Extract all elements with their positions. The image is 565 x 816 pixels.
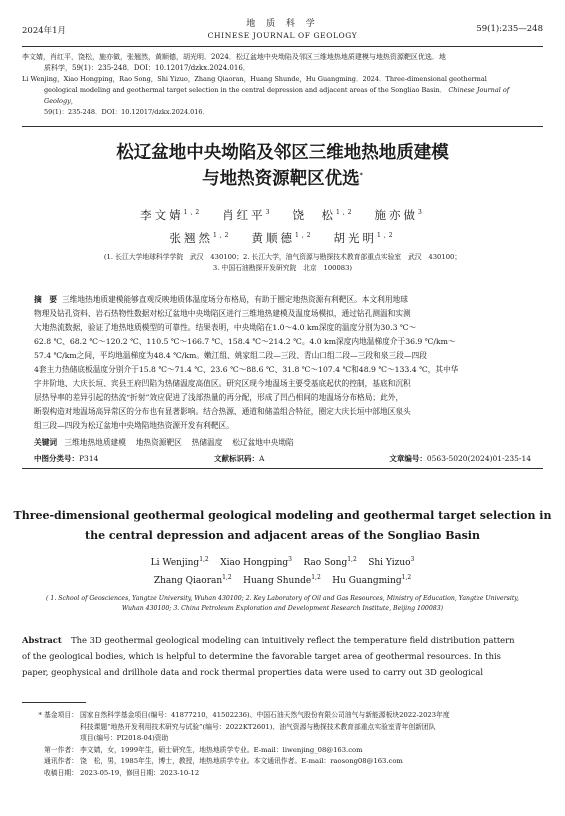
title-cn-line1: 松辽盆地中央坳陷及邻区三维地热地质建模 [116,143,449,163]
title-en [0,506,565,546]
first-author-label: 第一作者： [44,745,78,754]
author-en-affil: 1,2 [347,556,357,563]
footnotes [22,710,543,779]
fund-line: 国家自然科学基金项目(编号：41877210，41502236)、中国石油天然气股份有限公司油气与新能源板块2022-2023年度 [80,711,450,719]
keyword-cn: 地热资源靶区 [135,438,182,447]
footnote-corresponding [22,756,543,768]
author-en-affil: 1,2 [311,574,321,581]
abstract-cn-text: 三维地热地质建模能够直观反映地质体温度场分布格局，有助于圈定地热资源有利靶区。本文利用地球 [61,295,408,304]
footnote-rule [22,702,86,703]
corr-text: 男，1985年生，博士，教授，地热地质学专业。本文通讯作者。E-mail：raosong08@163.com [107,757,403,765]
abstract-en-label: Abstract [22,635,62,645]
classification-row [34,453,531,465]
author-en: Rao Song [303,558,348,568]
footnote-received [22,768,543,780]
abstract-en-line: of the geological bodies, which is helpful to determine the favorable target area of geothermal resources. In this [22,651,501,662]
citation-en-line3: 59(1)：235-248．DOI：10.12017/dzkx.2024.016． [44,108,210,116]
author-en: Li Wenjing [150,558,200,568]
author-cn-affil: 1,2 [294,232,314,240]
header-journal-en: CHINESE JOURNAL OF GEOLOGY [207,31,358,40]
affiliation-en-line2: Wuhan 430100; 3. China Petroleum Exploration and Development Research Institute, Beijing 100083) [121,605,444,612]
footnote-first-author [22,745,543,757]
author-cn-affil: 1,2 [183,209,203,217]
header-rule [22,46,543,47]
abstract-cn-line: 层热导率的差异引起的热流“折射”效应促进了浅部热量的再分配，形成了凹凸相间的地温场分布格局；此外， [34,393,404,402]
author-cn: 施亦做 [374,208,418,222]
fund-line: 科技课题“地热开发利用技术研究与试验”(编号：2022KT2601)、油气资源与勘探技术教育部重点实验室青年创新团队 [80,722,436,731]
citation-block [22,52,543,118]
section-rule [22,468,543,469]
first-author-name: 李文婧， [80,745,108,754]
fund-label: * 基金项目： [38,711,78,719]
citation-en-line2: geological modeling and geothermal target selection in the central depression and adjacent areas of the Songliao Basin． [44,86,447,94]
affiliation-cn-line1: (1. 长江大学地球科学学院 武汉 430100；2. 长江大学，油气资源与勘探技术教育部重点实验室 武汉 430100； [103,253,462,261]
abstract-cn-line: 断裂构造对地温场高异常区的分布也有显著影响。结合热源、通道和储盖组合特征，圈定大庆长垣中部地区泉头 [34,407,411,416]
fund-line: 项目(编号：PI2018-04)资助 [80,734,169,742]
doc-code [214,453,264,464]
citation-en-journal: Chinese Journal of Geology [44,86,510,105]
author-en: Huang Shunde [243,576,312,586]
authors-cn-line1 [0,206,565,224]
abstract-en [22,632,543,681]
authors-cn [0,206,565,247]
doc-label: 文献标识码： [214,454,259,463]
citation-en-line1: Li Wenjing，Xiao Hongping，Rao Song，Shi Yizuo，Zhang Qiaoran，Huang Shunde，Hu Guangming．2024．Three-dimensional geothermal [22,75,487,83]
abstract-cn [34,293,531,433]
author-en: Shi Yizuo [368,558,411,568]
abstract-cn-line: 4套主力热储底板温度分别介于15.8 ℃～71.4 ℃、23.6 ℃～88.6 ℃、31.8 ℃～107.4 ℃和48.9 ℃～133.4 ℃，其中华 [34,365,459,374]
abstract-en-line [22,632,543,648]
title-cn-line2: 与地热资源靶区优选 [202,169,360,189]
author-cn-affil: 3 [265,209,273,217]
author-en-affil: 3 [288,556,292,563]
title-cn-line2-wrap [0,166,565,192]
abstract-cn-line: 组三段—四段为松辽盆地中央坳陷地热资源开发有利靶区。 [34,421,234,430]
doc-value: A [259,454,265,463]
author-en-affil: 1,2 [199,556,209,563]
abstract-cn-line: 字井阶地、大庆长垣、宾县王府凹陷为热储温度高值区。研究区现今地温场主要受基底起伏的控制，基底和沉积 [34,379,411,388]
clc-number [34,453,98,464]
abstract-cn-line: 物理及钻孔资料、岩石热物性数据对松辽盆地中央坳陷区进行三维地热建模及温度场模拟，通过钻孔测温和实测 [34,309,411,318]
author-cn: 黄顺德 [251,231,295,245]
first-author-text: 女，1999年生，硕士研究生，地热地质学专业。E-mail：liwenjing_08@163.com [107,745,363,754]
keyword-cn: 三维地热地质建模 [64,438,126,447]
citation-cn-line1: 李文婧，肖红平，饶松，施亦做，张翘然，黄顺德，胡光明．2024．松辽盆地中央坳陷及邻区三维地热地质建模与地热资源靶区优选．地 [22,53,446,61]
author-en-affil: 1,2 [401,574,412,581]
title-en-line1: Three-dimensional geothermal geological modeling and geothermal target selection in [13,509,552,522]
title-cn [0,140,565,192]
title-cn-footnote-mark: * [359,172,363,180]
author-cn: 张翘然 [169,231,213,245]
affiliations-en [0,594,565,614]
running-header [22,16,543,44]
abstract-cn-line: 62.8 ℃、68.2 ℃～120.2 ℃、110.5 ℃～166.7 ℃、158.4 ℃～214.2 ℃。4.0 km深度内地温梯度介于36.9 ℃/km～ [34,337,456,346]
corr-name: 饶 松， [80,757,108,765]
abstract-cn-line: 57.4 ℃/km之间，平均地温梯度为48.4 ℃/km。嫩江组、姚家组二段—三段、青山口组二段—三段和泉三段—四段 [34,351,427,360]
keyword-cn: 松辽盆地中央坳陷 [232,438,294,447]
author-cn-affil: 1,2 [212,232,232,240]
author-en-affil: 3 [410,556,415,563]
abstract-cn-label: 摘 要 [34,295,58,304]
header-date: 2024年1月 [22,26,67,36]
affiliations-cn [0,252,565,274]
citation-rule [22,126,543,127]
authors-en [0,556,565,589]
author-cn: 饶 松 [292,208,336,222]
header-journal-cn: 地 质 科 学 [246,19,319,29]
received-label: 收稿日期： [44,768,78,777]
footnote-fund [22,710,543,745]
citation-cn-line2: 质科学，59(1)：235-248．DOI：10.12017/dzkx.2024.016． [44,64,250,72]
author-cn: 肖红平 [222,208,266,222]
author-en: Zhang Qiaoran [153,576,223,586]
article-value: 0563-5020(2024)01-235-14 [426,454,531,463]
author-cn-affil: 1,2 [376,232,396,240]
author-en: Hu Guangming [332,576,402,586]
authors-en-line2 [0,574,565,589]
author-cn: 李文婧 [140,208,184,222]
corr-label: 通讯作者： [44,757,78,765]
authors-en-line1 [0,556,565,571]
citation-en-line2-end: ， [70,97,78,105]
clc-label: 中图分类号： [34,454,79,463]
article-number [389,453,531,464]
abstract-en-text: The 3D geothermal geological modeling can intuitively reflect the temperature field distribution pattern [71,635,515,645]
header-pages: 59(1):235—248 [476,24,543,34]
header-journal [22,16,543,40]
affiliation-cn-line2: 3. 中国石油勘探开发研究院 北京 100083) [212,264,353,272]
abstract-cn-line: 大地热流数据，验证了地热地质模型的可靠性。结果表明，中央坳陷在1.0～4.0 km深度的温度分别为30.3 ℃～ [34,323,417,332]
abstract-cn-line [34,293,531,307]
author-en-affil: 1,2 [222,574,232,581]
article-label: 文章编号： [389,454,427,463]
keywords-cn [34,437,531,448]
authors-cn-line2 [0,229,565,247]
received-text: 2023-05-19，修回日期：2023-10-12 [80,768,200,777]
affiliation-en-line1: ( 1. School of Geosciences, Yangtze University, Wuhan 430100; 2. Key Laboratory of Oil and Gas Resources, Ministry of Education, Yangtze University, [46,595,519,602]
author-cn-affil: 3 [418,209,425,217]
author-cn: 胡光明 [333,231,377,245]
author-en: Xiao Hongping [220,558,289,568]
keyword-cn: 热储温度 [191,438,223,447]
citation-en-line2-wrap [22,85,543,107]
clc-value: P314 [79,454,99,463]
keywords-cn-label: 关键词 [34,438,58,447]
author-cn-affil: 1,2 [335,209,355,217]
abstract-en-line: paper, geophysical and drillhole data and rock thermal properties data were used to carry out 3D geological [22,667,484,678]
title-en-line2: the central depression and adjacent areas of the Songliao Basin [85,529,480,542]
